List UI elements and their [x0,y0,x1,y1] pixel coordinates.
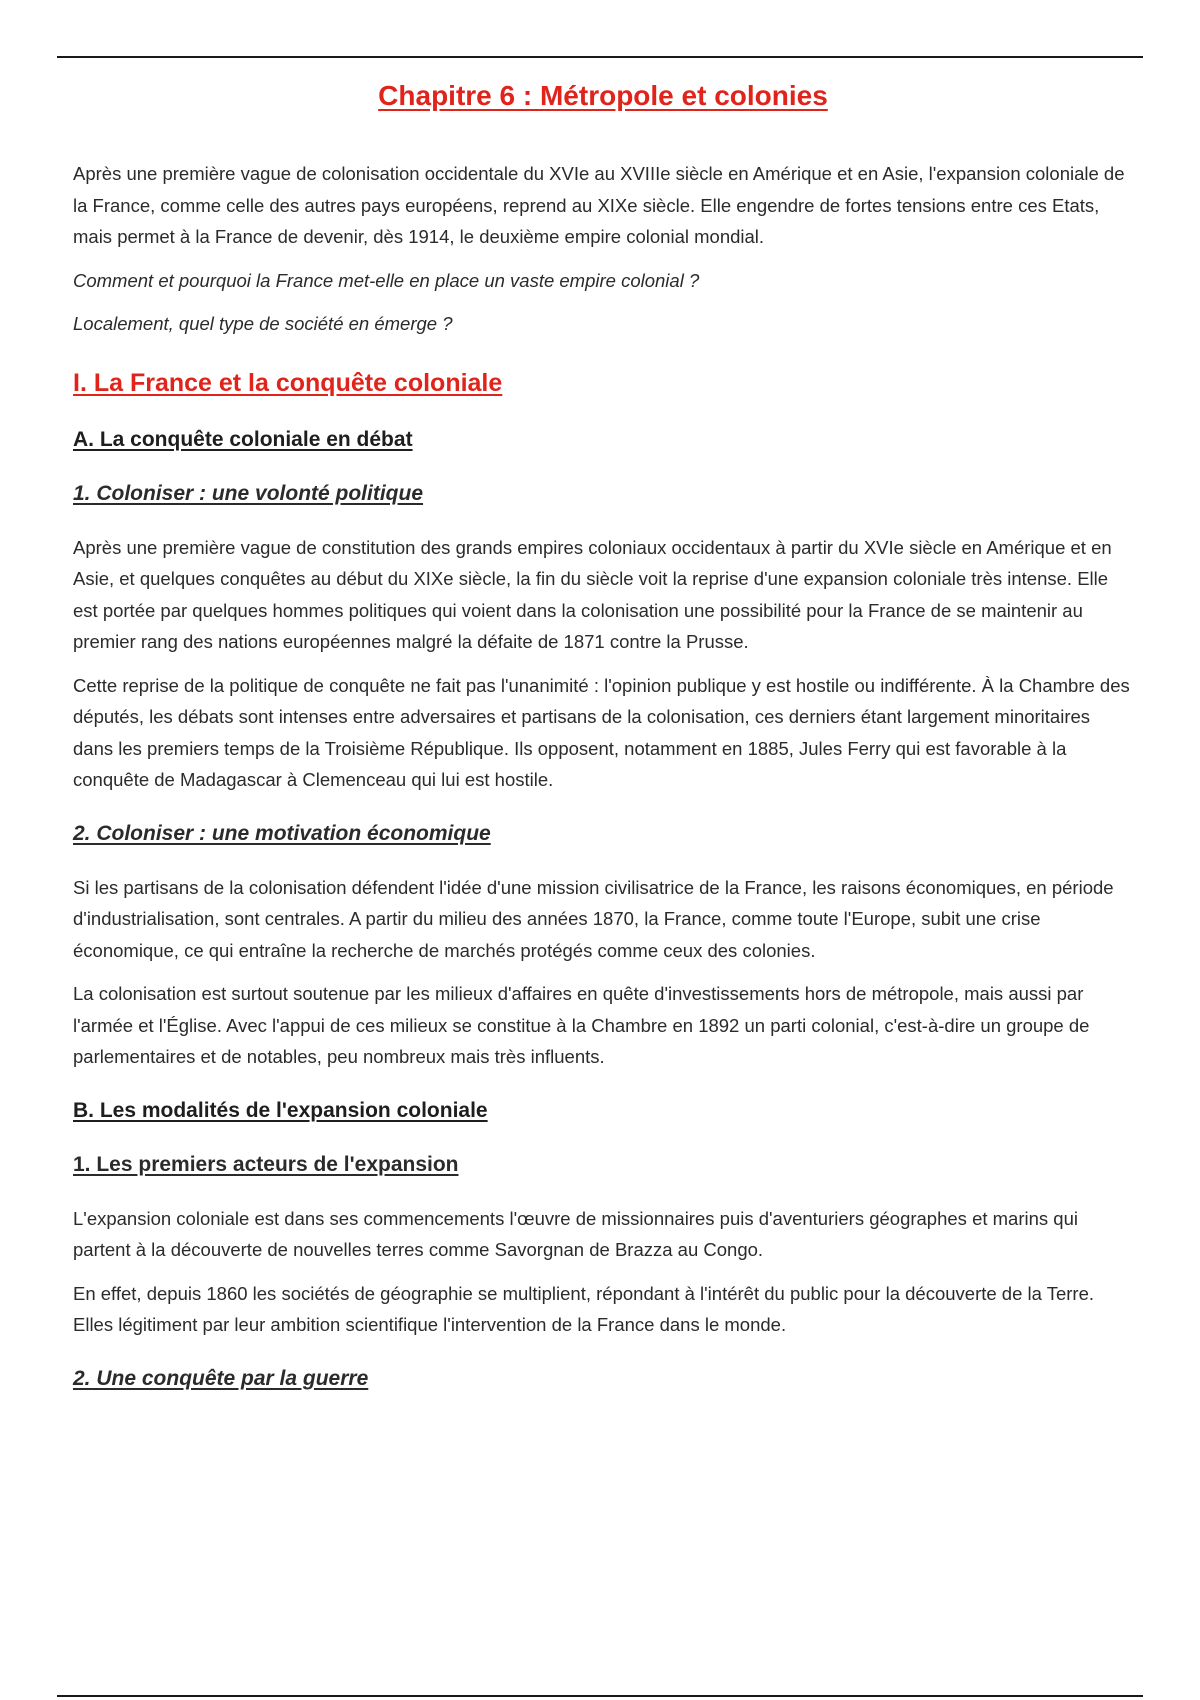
subsection-a2-paragraph-2: La colonisation est surtout soutenue par les milieux d'affaires en quête d'investissements hors de métropole, mais aussi par l'armée et l'Église. Avec l'appui de ces milieux se constitue à la Chambre en 1892 un parti colonial, c'est-à-dire un groupe de parlementaires et de notables, peu nombreux mais très influents. [73,983,1090,1067]
subsection-a2-heading: 2. Coloniser : une motivation économique [73,821,491,845]
subsection-a1-heading: 1. Coloniser : une volonté politique [73,481,424,505]
intro-paragraph: Après une première vague de colonisation occidentale du XVIe au XVIIIe siècle en Amérique et en Asie, l'expansion coloniale de la France, comme celle des autres pays européens, reprend au XIXe siècle. Elle engendre de fortes tensions entre ces Etats, mais permet à la France de devenir, dès 1914, le deuxième empire colonial mondial. [73,163,1125,247]
subsection-a2-paragraph-1: Si les partisans de la colonisation défendent l'idée d'une mission civilisatrice de la France, les raisons économiques, en période d'industrialisation, sont centrales. A partir du milieu des années 1870, la France, comme toute l'Europe, subit une crise économique, ce qui entraîne la recherche de marchés protégés comme ceux des colonies. [73,876,1114,961]
problematic-question-2: Localement, quel type de société en émerge ? [73,313,453,334]
subsection-a1-paragraph-2: Cette reprise de la politique de conquête ne fait pas l'unanimité : l'opinion publique y est hostile ou indifférente. À la Chambre des députés, les débats sont intenses entre adversaires et partisans de la colonisation, ces derniers étant largement minoritaires dans les premiers temps de la Troisième République. Ils opposent, notamment en 1885, Jules Ferry qui est favorable à la conquête de Madagascar à Clemenceau qui lui est hostile. [73,674,1130,790]
top-rule [57,56,1143,58]
subsection-b1-heading: 1. Les premiers acteurs de l'expansion [73,1152,459,1176]
page-title: Chapitre 6 : Métropole et colonies [378,80,828,111]
bottom-rule [57,1695,1143,1697]
document-page [73,72,1133,1395]
section-b-heading: B. Les modalités de l'expansion coloniale [73,1098,488,1122]
subsection-b2-heading: 2. Une conquête par la guerre [73,1366,369,1390]
subsection-b1-paragraph-2: En effet, depuis 1860 les sociétés de géographie se multiplient, répondant à l'intérêt du public pour la découverte de la Terre. Elles légitiment par leur ambition scientifique l'intervention de la France dans le monde. [73,1282,1095,1335]
subsection-a1-paragraph-1: Après une première vague de constitution des grands empires coloniaux occidentaux à partir du XVIe siècle en Amérique et en Asie, et quelques conquêtes au début du XIXe siècle, la fin du siècle voit la reprise d'une expansion coloniale très intense. Elle est portée par quelques hommes politiques qui voient dans la colonisation une possibilité pour la France de se maintenir au premier rang des nations européennes malgré la défaite de 1871 contre la Prusse. [73,536,1112,652]
section-a-heading: A. La conquête coloniale en débat [73,427,413,451]
problematic-question-1: Comment et pourquoi la France met-elle en place un vaste empire colonial ? [73,269,700,291]
part-1-heading: I. La France et la conquête coloniale [73,368,503,397]
subsection-b1-paragraph-1: L'expansion coloniale est dans ses commencements l'œuvre de missionnaires puis d'aventuriers géographes et marins qui partent à la découverte de nouvelles terres comme Savorgnan de Brazza au Congo. [73,1207,1078,1260]
